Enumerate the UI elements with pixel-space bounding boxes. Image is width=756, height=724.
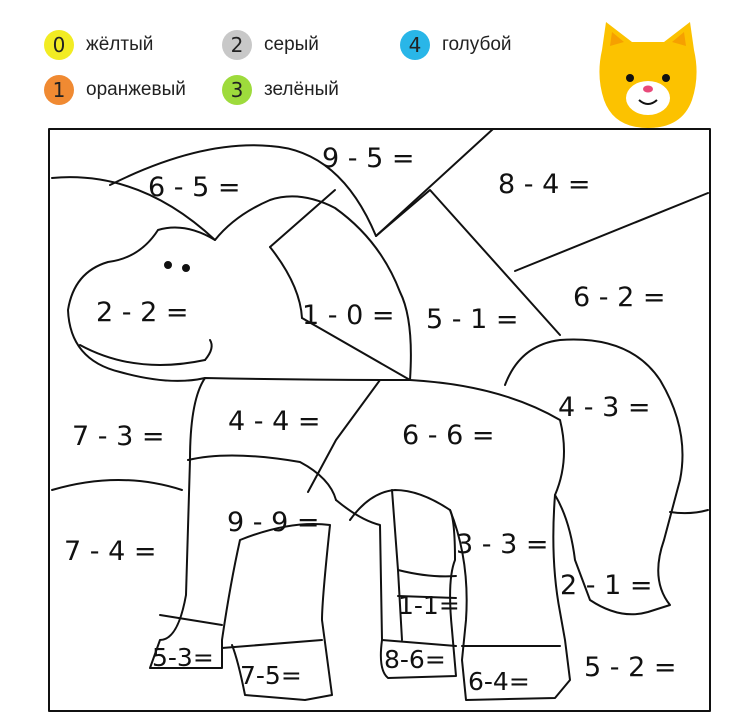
equation-label: 1 - 0 = (302, 300, 395, 331)
legend-swatch-blue: 4 (400, 30, 430, 60)
legend-label-orange: оранжевый (86, 79, 186, 100)
equation-label: 6 - 6 = (402, 420, 495, 451)
equation-label: 2 - 2 = (96, 297, 189, 328)
equation-label: 8-6= (384, 645, 446, 674)
equation-label: 4 - 4 = (228, 406, 321, 437)
legend-label-yellow: жёлтый (86, 34, 154, 55)
equation-label: 7-5= (240, 661, 302, 690)
legend-label-green: зелёный (264, 79, 339, 100)
equation-label: 1-1= (398, 591, 460, 620)
equation-label: 5 - 1 = (426, 304, 519, 335)
equation-label: 7 - 3 = (72, 421, 165, 452)
equation-label: 5-3= (152, 643, 214, 672)
equation-label: 6 - 2 = (573, 282, 666, 313)
equation-label: 2 - 1 = (560, 570, 653, 601)
legend-label-blue: голубой (442, 34, 512, 55)
equation-label: 6 - 5 = (148, 172, 241, 203)
legend-swatch-yellow: 0 (44, 30, 74, 60)
equation-label: 9 - 9 = (227, 507, 320, 538)
equation-label: 3 - 3 = (456, 529, 549, 560)
equation-label: 7 - 4 = (64, 536, 157, 567)
equation-label: 9 - 5 = (322, 143, 415, 174)
equation-label: 5 - 2 = (584, 652, 677, 683)
equation-label: 6-4= (468, 667, 530, 696)
legend-swatch-green: 3 (222, 75, 252, 105)
legend-swatch-gray: 2 (222, 30, 252, 60)
legend-label-gray: серый (264, 34, 319, 55)
equation-label: 4 - 3 = (558, 392, 651, 423)
equation-label: 8 - 4 = (498, 169, 591, 200)
legend-swatch-orange: 1 (44, 75, 74, 105)
